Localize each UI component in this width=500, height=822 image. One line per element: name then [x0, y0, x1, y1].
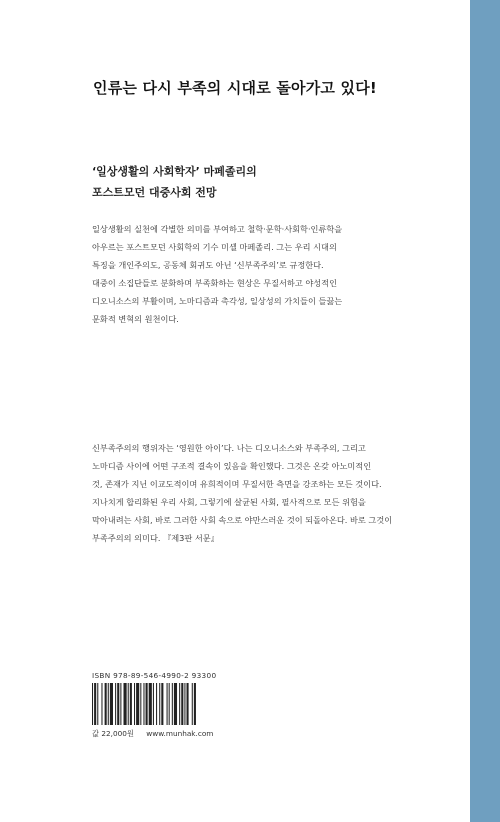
color-strip — [470, 0, 500, 822]
barcode-block — [92, 671, 242, 725]
paragraph-line: 아우르는 포스트모던 사회학의 기수 미셸 마페졸리. 그는 우리 시대의 — [92, 242, 337, 252]
barcode-bar — [124, 683, 127, 725]
barcode-bar — [143, 683, 144, 725]
barcode-bar — [101, 683, 102, 725]
subheading-line-1: ‘일상생활의 사회학자’ 마페졸리의 — [92, 165, 257, 178]
description-paragraph — [92, 220, 342, 328]
barcode-bar — [161, 683, 163, 725]
barcode-bar — [140, 683, 141, 725]
paragraph-line: 문화적 변혁의 원천이다. — [92, 314, 179, 324]
barcode-bar — [192, 683, 193, 725]
paragraph-line: 일상생활의 실천에 각별한 의미를 부여하고 철학·문학·사회학·인류학을 — [92, 224, 343, 234]
barcode-bar — [94, 683, 96, 725]
paragraph-line: 지나치게 합리화된 우리 사회, 그렇기에 살균된 사회, 필사적으로 모든 위험을 — [92, 497, 366, 507]
paragraph-line: 막아내려는 사회, 바로 그러한 사회 속으로 야만스러운 것이 되돌아온다. 바로 그것이 — [92, 515, 393, 525]
price-line — [92, 729, 223, 739]
barcode-bar — [169, 683, 170, 725]
barcode-bar — [128, 683, 129, 725]
barcode-bar — [117, 683, 119, 725]
quote-paragraph — [92, 439, 392, 547]
barcode-bar — [184, 683, 185, 725]
paragraph-line: 부족주의의 의미다. 『제3판 서문』 — [92, 533, 219, 543]
barcode-bar — [134, 683, 135, 725]
barcode-bar — [172, 683, 173, 725]
barcode-bar — [108, 683, 109, 725]
paragraph-line: 노마디즘 사이에 어떤 구조적 결속이 있음을 확인했다. 그것은 온갖 아노미적인 — [92, 461, 372, 471]
barcode-bar — [156, 683, 157, 725]
barcode-bar — [146, 683, 148, 725]
price: 값 22,000원 — [92, 729, 134, 738]
barcode-bar — [136, 683, 139, 725]
barcode-bar — [181, 683, 183, 725]
barcode-bar — [179, 683, 180, 725]
paragraph-line: 특징을 개인주의도, 공동체 회귀도 아닌 ‘신부족주의’로 규정한다. — [92, 260, 324, 270]
barcode-bar — [153, 683, 154, 725]
barcode-bar — [120, 683, 121, 725]
barcode-bar — [105, 683, 107, 725]
barcode-bar — [187, 683, 189, 725]
publisher-website: www.munhak.com — [146, 729, 214, 738]
barcode-bar — [110, 683, 113, 725]
barcode-bar — [174, 683, 177, 725]
paragraph-line: 디오니소스의 부활이며, 노마디즘과 촉각성, 일상성의 가치들이 들끓는 — [92, 296, 343, 306]
barcode-bar — [92, 683, 93, 725]
subheading — [92, 161, 257, 203]
paragraph-line: 것, 존재가 지닌 이교도적이며 유희적이며 무질서한 측면을 강조하는 모든 것이다. — [92, 479, 382, 489]
barcode-bar — [97, 683, 98, 725]
barcode-bar — [115, 683, 116, 725]
subheading-line-2: 포스트모던 대중사회 전망 — [92, 186, 217, 199]
barcode — [92, 683, 240, 725]
paragraph-line: 신부족주의의 행위자는 ‘영원한 아이’다. 나는 디오니소스와 부족주의, 그리고 — [92, 443, 366, 453]
barcode-bar — [167, 683, 168, 725]
barcode-bar — [194, 683, 196, 725]
headline: 인류는 다시 부족의 시대로 돌아가고 있다! — [93, 79, 377, 97]
barcode-bar — [130, 683, 132, 725]
paragraph-line: 대중이 소집단들로 분화하며 부족화하는 현상은 무질서하고 야성적인 — [92, 278, 337, 288]
barcode-bar — [159, 683, 160, 725]
barcode-bar — [149, 683, 152, 725]
isbn-number: ISBN 978-89-546-4990-2 93300 — [92, 671, 217, 680]
